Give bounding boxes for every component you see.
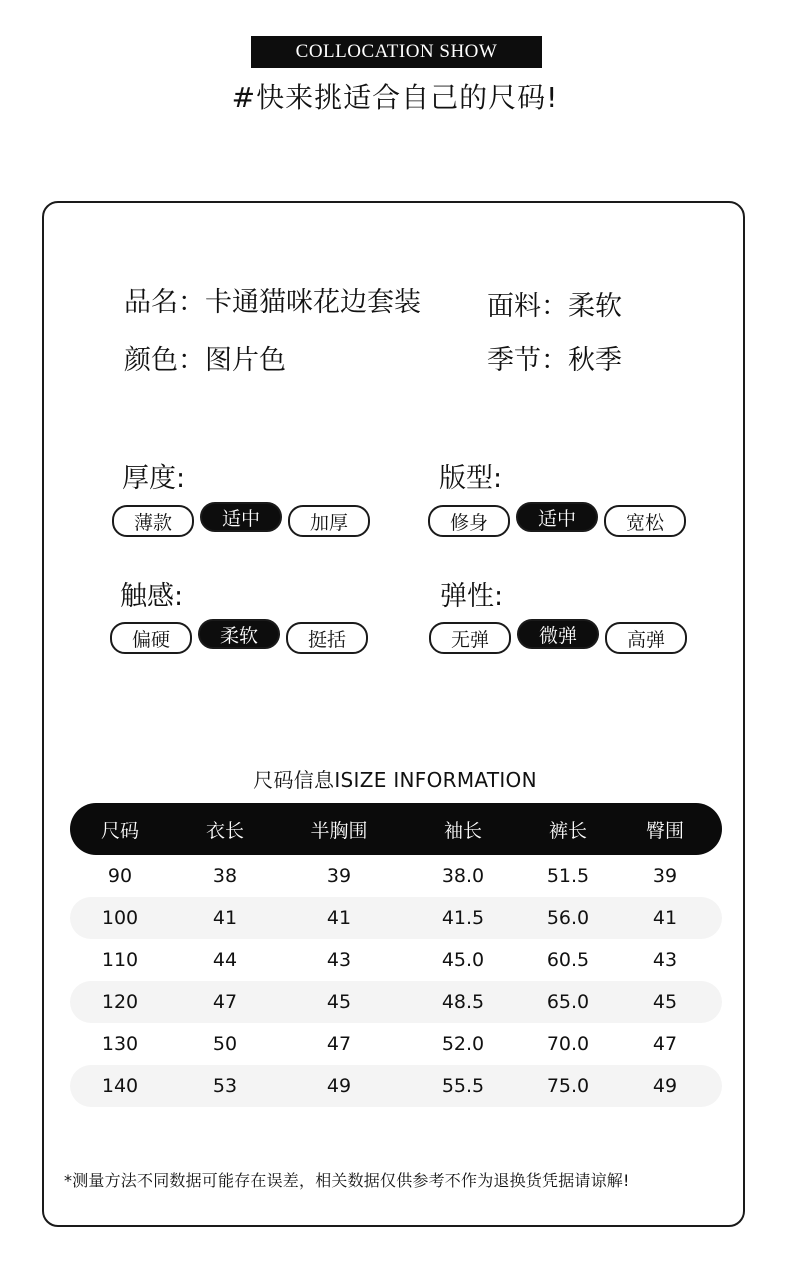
table-cell: 41.5 bbox=[441, 907, 485, 929]
elasticity-option-slight[interactable]: 微弹 bbox=[517, 619, 599, 649]
table-row bbox=[70, 897, 722, 939]
table-cell: 56.0 bbox=[546, 907, 590, 929]
color-info: 颜色：图片色 bbox=[124, 345, 286, 376]
elasticity-option-high[interactable]: 高弹 bbox=[605, 622, 687, 654]
season-info: 季节：秋季 bbox=[487, 345, 622, 376]
table-header bbox=[70, 803, 722, 855]
table-cell: 75.0 bbox=[546, 1075, 590, 1097]
table-cell: 70.0 bbox=[546, 1033, 590, 1055]
size-info-heading: 尺码信息ISIZE INFORMATION bbox=[253, 768, 537, 792]
table-row bbox=[70, 939, 722, 981]
table-cell: 60.5 bbox=[546, 949, 590, 971]
table-cell: 47 bbox=[212, 991, 238, 1013]
table-cell: 53 bbox=[212, 1075, 238, 1097]
size-table bbox=[70, 803, 722, 1107]
thickness-title: 厚度: bbox=[122, 463, 186, 494]
column-header: 尺码 bbox=[100, 819, 139, 842]
table-cell: 65.0 bbox=[546, 991, 590, 1013]
column-header: 裤长 bbox=[548, 819, 587, 842]
table-row bbox=[70, 855, 722, 897]
fit-title: 版型: bbox=[439, 463, 503, 494]
table-cell: 43 bbox=[326, 949, 352, 971]
touch-title: 触感: bbox=[120, 581, 184, 612]
table-cell: 120 bbox=[101, 991, 139, 1013]
table-cell: 39 bbox=[326, 865, 352, 887]
table-cell: 140 bbox=[101, 1075, 139, 1097]
table-row bbox=[70, 1023, 722, 1065]
thickness-option-medium[interactable]: 适中 bbox=[200, 502, 282, 532]
table-cell: 90 bbox=[107, 865, 133, 887]
table-cell: 41 bbox=[326, 907, 352, 929]
table-cell: 100 bbox=[101, 907, 139, 929]
table-cell: 43 bbox=[652, 949, 678, 971]
table-cell: 55.5 bbox=[441, 1075, 485, 1097]
table-cell: 41 bbox=[212, 907, 238, 929]
table-row bbox=[70, 1065, 722, 1107]
column-header: 臀围 bbox=[645, 819, 684, 842]
fit-option-slim[interactable]: 修身 bbox=[428, 505, 510, 537]
table-cell: 45 bbox=[326, 991, 352, 1013]
table-cell: 38 bbox=[212, 865, 238, 887]
fit-options bbox=[428, 505, 686, 535]
thickness-options bbox=[112, 505, 370, 535]
table-cell: 110 bbox=[101, 949, 139, 971]
fit-option-loose[interactable]: 宽松 bbox=[604, 505, 686, 537]
table-cell: 130 bbox=[101, 1033, 139, 1055]
fabric-info: 面料：柔软 bbox=[487, 291, 622, 322]
table-cell: 38.0 bbox=[441, 865, 485, 887]
measurement-note: *测量方法不同数据可能存在误差，相关数据仅供参考不作为退换货凭据请谅解! bbox=[64, 1171, 630, 1190]
touch-option-hard[interactable]: 偏硬 bbox=[110, 622, 192, 654]
elasticity-option-none[interactable]: 无弹 bbox=[429, 622, 511, 654]
table-cell: 45 bbox=[652, 991, 678, 1013]
touch-option-crisp[interactable]: 挺括 bbox=[286, 622, 368, 654]
elasticity-options bbox=[429, 622, 687, 652]
table-cell: 47 bbox=[652, 1033, 678, 1055]
thickness-option-thick[interactable]: 加厚 bbox=[288, 505, 370, 537]
fit-option-regular[interactable]: 适中 bbox=[516, 502, 598, 532]
elasticity-title: 弹性: bbox=[440, 581, 504, 612]
table-cell: 52.0 bbox=[441, 1033, 485, 1055]
table-cell: 44 bbox=[212, 949, 238, 971]
table-cell: 49 bbox=[326, 1075, 352, 1097]
table-cell: 39 bbox=[652, 865, 678, 887]
table-cell: 41 bbox=[652, 907, 678, 929]
touch-options bbox=[110, 622, 368, 652]
column-header: 袖长 bbox=[443, 819, 482, 842]
header-badge: COLLOCATION SHOW bbox=[251, 36, 542, 68]
table-cell: 50 bbox=[212, 1033, 238, 1055]
column-header: 衣长 bbox=[205, 819, 244, 842]
product-name: 品名：卡通猫咪花边套装 bbox=[124, 287, 421, 318]
table-cell: 51.5 bbox=[546, 865, 590, 887]
table-cell: 49 bbox=[652, 1075, 678, 1097]
thickness-option-thin[interactable]: 薄款 bbox=[112, 505, 194, 537]
table-row bbox=[70, 981, 722, 1023]
touch-option-soft[interactable]: 柔软 bbox=[198, 619, 280, 649]
table-cell: 45.0 bbox=[441, 949, 485, 971]
table-cell: 48.5 bbox=[441, 991, 485, 1013]
column-header: 半胸围 bbox=[310, 819, 368, 842]
table-cell: 47 bbox=[326, 1033, 352, 1055]
page-title: #快来挑适合自己的尺码! bbox=[231, 81, 559, 114]
